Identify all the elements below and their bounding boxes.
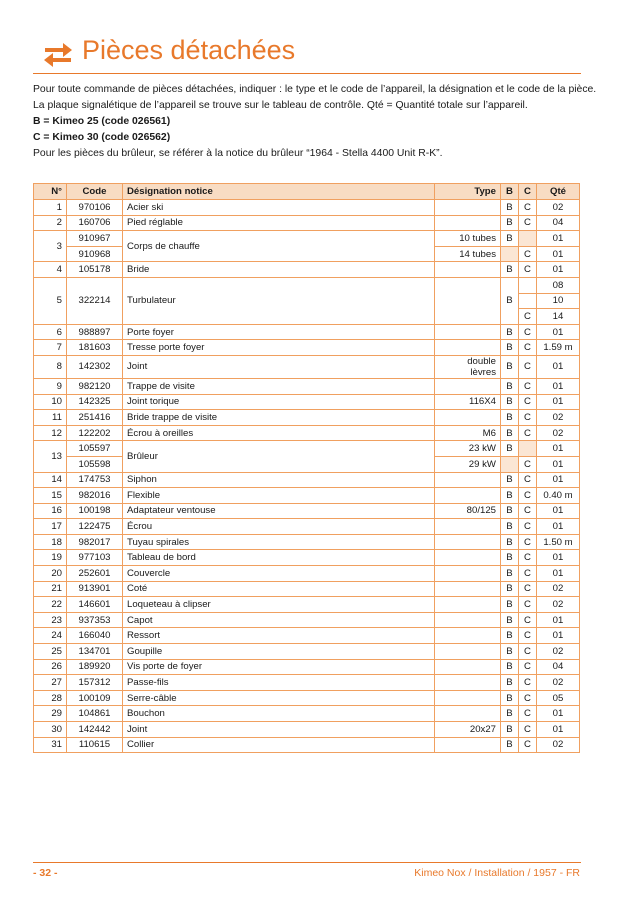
cell-c: C bbox=[519, 534, 537, 550]
table-header-row bbox=[34, 184, 580, 200]
table-row bbox=[34, 262, 580, 278]
cell-code: 146601 bbox=[67, 597, 123, 613]
cell-n: 8 bbox=[34, 355, 67, 378]
cell-b: B bbox=[501, 581, 519, 597]
cell-b: B bbox=[501, 355, 519, 378]
table-row bbox=[34, 597, 580, 613]
cell-code: 105597 bbox=[67, 441, 123, 457]
cell-code: 988897 bbox=[67, 324, 123, 340]
cell-code: 157312 bbox=[67, 675, 123, 691]
cell-type bbox=[435, 340, 501, 356]
cell-n: 30 bbox=[34, 722, 67, 738]
cell-designation: Bride trappe de visite bbox=[123, 410, 435, 426]
intro-text bbox=[33, 82, 597, 162]
cell-n: 20 bbox=[34, 566, 67, 582]
intro-line: Pour les pièces du brûleur, se référer à la notice du brûleur “1964 - Stella 4400 Unit R-K”. bbox=[33, 148, 443, 159]
cell-n: 10 bbox=[34, 394, 67, 410]
cell-n: 1 bbox=[34, 200, 67, 216]
page-title: Pièces détachées bbox=[82, 35, 296, 65]
cell-n: 22 bbox=[34, 597, 67, 613]
table-row bbox=[34, 355, 580, 378]
cell-c: C bbox=[519, 628, 537, 644]
parts-table bbox=[33, 183, 580, 753]
cell-designation: Tresse porte foyer bbox=[123, 340, 435, 356]
cell-type: 20x27 bbox=[435, 722, 501, 738]
cell-c: C bbox=[519, 675, 537, 691]
cell-c: C bbox=[519, 246, 537, 262]
col-header-c: C bbox=[519, 184, 537, 200]
cell-n: 17 bbox=[34, 519, 67, 535]
cell-b: B bbox=[501, 215, 519, 231]
cell-n: 23 bbox=[34, 612, 67, 628]
cell-designation: Acier ski bbox=[123, 200, 435, 216]
table-row bbox=[34, 534, 580, 550]
cell-n: 24 bbox=[34, 628, 67, 644]
cell-qty: 02 bbox=[537, 581, 580, 597]
cell-b: B bbox=[501, 340, 519, 356]
cell-c: C bbox=[519, 612, 537, 628]
cell-type: M6 bbox=[435, 425, 501, 441]
cell-type bbox=[435, 581, 501, 597]
cell-c: C bbox=[519, 309, 537, 325]
cell-designation: Tableau de bord bbox=[123, 550, 435, 566]
table-row bbox=[34, 550, 580, 566]
table-row bbox=[34, 722, 580, 738]
cell-b: B bbox=[501, 394, 519, 410]
cell-type bbox=[435, 324, 501, 340]
table-row bbox=[34, 340, 580, 356]
cell-qty: 01 bbox=[537, 441, 580, 457]
cell-b: B bbox=[501, 612, 519, 628]
page-header bbox=[33, 37, 581, 73]
cell-designation: Tuyau spirales bbox=[123, 534, 435, 550]
cell-code: 970106 bbox=[67, 200, 123, 216]
cell-c: C bbox=[519, 425, 537, 441]
cell-qty: 01 bbox=[537, 472, 580, 488]
cell-c: C bbox=[519, 394, 537, 410]
cell-n: 9 bbox=[34, 378, 67, 394]
cell-b: B bbox=[501, 441, 519, 457]
cell-code: 134701 bbox=[67, 644, 123, 660]
cell-type bbox=[435, 706, 501, 722]
cell-c: C bbox=[519, 659, 537, 675]
cell-b: B bbox=[501, 200, 519, 216]
cell-designation: Loqueteau à clipser bbox=[123, 597, 435, 613]
table-row bbox=[34, 566, 580, 582]
col-header-qty: Qté bbox=[537, 184, 580, 200]
cell-type bbox=[435, 597, 501, 613]
cell-qty: 01 bbox=[537, 355, 580, 378]
cell-n: 12 bbox=[34, 425, 67, 441]
col-header-designation: Désignation notice bbox=[123, 184, 435, 200]
cell-c bbox=[519, 293, 537, 309]
col-header-type: Type bbox=[435, 184, 501, 200]
cell-n: 4 bbox=[34, 262, 67, 278]
cell-qty: 02 bbox=[537, 675, 580, 691]
cell-c: C bbox=[519, 262, 537, 278]
cell-designation: Ressort bbox=[123, 628, 435, 644]
table-row bbox=[34, 200, 580, 216]
cell-c: C bbox=[519, 550, 537, 566]
table-row bbox=[34, 394, 580, 410]
cell-b: B bbox=[501, 597, 519, 613]
table-row bbox=[34, 410, 580, 426]
cell-c: C bbox=[519, 340, 537, 356]
cell-qty: 02 bbox=[537, 737, 580, 753]
cell-qty: 1.59 m bbox=[537, 340, 580, 356]
cell-type: 23 kW bbox=[435, 441, 501, 457]
cell-type bbox=[435, 378, 501, 394]
cell-n: 26 bbox=[34, 659, 67, 675]
cell-qty: 01 bbox=[537, 246, 580, 262]
cell-code: 104861 bbox=[67, 706, 123, 722]
cell-n: 18 bbox=[34, 534, 67, 550]
cell-code: 122475 bbox=[67, 519, 123, 535]
cell-n: 13 bbox=[34, 441, 67, 472]
cell-type bbox=[435, 262, 501, 278]
cell-c: C bbox=[519, 355, 537, 378]
cell-code: 913901 bbox=[67, 581, 123, 597]
cell-n: 14 bbox=[34, 472, 67, 488]
cell-designation: Joint torique bbox=[123, 394, 435, 410]
cell-designation: Goupille bbox=[123, 644, 435, 660]
cell-designation: Pied réglable bbox=[123, 215, 435, 231]
table-row bbox=[34, 378, 580, 394]
col-header-b: B bbox=[501, 184, 519, 200]
cell-code: 977103 bbox=[67, 550, 123, 566]
cell-n: 31 bbox=[34, 737, 67, 753]
cell-qty: 01 bbox=[537, 612, 580, 628]
cell-c: C bbox=[519, 215, 537, 231]
cell-type bbox=[435, 410, 501, 426]
cell-code: 174753 bbox=[67, 472, 123, 488]
cell-b: B bbox=[501, 566, 519, 582]
cell-designation: Collier bbox=[123, 737, 435, 753]
cell-qty: 01 bbox=[537, 503, 580, 519]
cell-code: 122202 bbox=[67, 425, 123, 441]
cell-qty: 02 bbox=[537, 410, 580, 426]
cell-c bbox=[519, 231, 537, 247]
cell-n: 15 bbox=[34, 488, 67, 504]
table-row bbox=[34, 581, 580, 597]
cell-type: 10 tubes bbox=[435, 231, 501, 247]
cell-qty: 01 bbox=[537, 394, 580, 410]
cell-c: C bbox=[519, 519, 537, 535]
cell-code: 189920 bbox=[67, 659, 123, 675]
cell-code: 160706 bbox=[67, 215, 123, 231]
cell-b: B bbox=[501, 706, 519, 722]
cell-b: B bbox=[501, 277, 519, 324]
cell-type bbox=[435, 566, 501, 582]
intro-line: La plaque signalétique de l’appareil se trouve sur le tableau de contrôle. Qté = Quantité totale sur l’appareil. bbox=[33, 100, 528, 111]
cell-c: C bbox=[519, 324, 537, 340]
cell-c bbox=[519, 441, 537, 457]
cell-b: B bbox=[501, 644, 519, 660]
table-row bbox=[34, 231, 580, 247]
cell-b bbox=[501, 246, 519, 262]
cell-designation: Serre-câble bbox=[123, 690, 435, 706]
cell-type bbox=[435, 472, 501, 488]
cell-c: C bbox=[519, 566, 537, 582]
cell-n: 6 bbox=[34, 324, 67, 340]
cell-c: C bbox=[519, 706, 537, 722]
cell-qty: 05 bbox=[537, 690, 580, 706]
cell-c bbox=[519, 277, 537, 293]
cell-c: C bbox=[519, 488, 537, 504]
cell-b: B bbox=[501, 262, 519, 278]
cell-qty: 02 bbox=[537, 425, 580, 441]
cell-code: 252601 bbox=[67, 566, 123, 582]
cell-qty: 04 bbox=[537, 659, 580, 675]
cell-qty: 01 bbox=[537, 231, 580, 247]
cell-qty: 01 bbox=[537, 456, 580, 472]
table-row bbox=[34, 441, 580, 457]
cell-code: 910968 bbox=[67, 246, 123, 262]
cell-code: 110615 bbox=[67, 737, 123, 753]
cell-type bbox=[435, 690, 501, 706]
cell-qty: 01 bbox=[537, 262, 580, 278]
cell-code: 181603 bbox=[67, 340, 123, 356]
cell-qty: 01 bbox=[537, 550, 580, 566]
cell-b: B bbox=[501, 519, 519, 535]
cell-c: C bbox=[519, 644, 537, 660]
cell-type bbox=[435, 488, 501, 504]
cell-code: 105178 bbox=[67, 262, 123, 278]
cell-qty: 10 bbox=[537, 293, 580, 309]
cell-b: B bbox=[501, 659, 519, 675]
cell-designation: Porte foyer bbox=[123, 324, 435, 340]
page-number: - 32 - bbox=[33, 867, 58, 879]
cell-code: 322214 bbox=[67, 277, 123, 324]
cell-type bbox=[435, 215, 501, 231]
cell-n: 25 bbox=[34, 644, 67, 660]
table-row bbox=[34, 659, 580, 675]
cell-qty: 01 bbox=[537, 324, 580, 340]
cell-code: 142442 bbox=[67, 722, 123, 738]
table-row bbox=[34, 628, 580, 644]
table-row bbox=[34, 503, 580, 519]
cell-b: B bbox=[501, 690, 519, 706]
cell-code: 937353 bbox=[67, 612, 123, 628]
cell-designation: Joint bbox=[123, 355, 435, 378]
cell-code: 100109 bbox=[67, 690, 123, 706]
cell-n: 29 bbox=[34, 706, 67, 722]
cell-type: 80/125 bbox=[435, 503, 501, 519]
cell-b: B bbox=[501, 550, 519, 566]
header-divider bbox=[33, 73, 581, 74]
cell-n: 19 bbox=[34, 550, 67, 566]
cell-type bbox=[435, 200, 501, 216]
model-c-line: C = Kimeo 30 (code 026562) bbox=[33, 132, 171, 143]
cell-qty: 02 bbox=[537, 597, 580, 613]
cell-b: B bbox=[501, 488, 519, 504]
cell-designation: Siphon bbox=[123, 472, 435, 488]
cell-designation: Coté bbox=[123, 581, 435, 597]
cell-code: 982016 bbox=[67, 488, 123, 504]
cell-type bbox=[435, 675, 501, 691]
cell-n: 7 bbox=[34, 340, 67, 356]
cell-b: B bbox=[501, 534, 519, 550]
cell-type bbox=[435, 737, 501, 753]
cell-b: B bbox=[501, 722, 519, 738]
cell-b: B bbox=[501, 737, 519, 753]
cell-code: 982120 bbox=[67, 378, 123, 394]
cell-designation: Couvercle bbox=[123, 566, 435, 582]
cell-type bbox=[435, 519, 501, 535]
table-row bbox=[34, 519, 580, 535]
cell-designation: Passe-fils bbox=[123, 675, 435, 691]
table-row bbox=[34, 488, 580, 504]
cell-code: 142302 bbox=[67, 355, 123, 378]
col-header-code: Code bbox=[67, 184, 123, 200]
cell-c: C bbox=[519, 200, 537, 216]
cell-c: C bbox=[519, 472, 537, 488]
cell-qty: 1.50 m bbox=[537, 534, 580, 550]
cell-designation: Vis porte de foyer bbox=[123, 659, 435, 675]
cell-designation: Flexible bbox=[123, 488, 435, 504]
cell-type bbox=[435, 612, 501, 628]
cell-c: C bbox=[519, 456, 537, 472]
cell-qty: 01 bbox=[537, 566, 580, 582]
cell-type: 14 tubes bbox=[435, 246, 501, 262]
cell-code: 166040 bbox=[67, 628, 123, 644]
table-row bbox=[34, 425, 580, 441]
table-row bbox=[34, 324, 580, 340]
document-reference: Kimeo Nox / Installation / 1957 - FR bbox=[414, 867, 580, 879]
table-row bbox=[34, 706, 580, 722]
cell-type bbox=[435, 277, 501, 324]
cell-qty: 01 bbox=[537, 706, 580, 722]
cell-type bbox=[435, 659, 501, 675]
cell-n: 11 bbox=[34, 410, 67, 426]
cell-type: 116X4 bbox=[435, 394, 501, 410]
cell-n: 21 bbox=[34, 581, 67, 597]
cell-designation: Brûleur bbox=[123, 441, 435, 472]
cell-n: 5 bbox=[34, 277, 67, 324]
cell-b: B bbox=[501, 628, 519, 644]
cell-b: B bbox=[501, 378, 519, 394]
cell-c: C bbox=[519, 722, 537, 738]
cell-qty: 04 bbox=[537, 215, 580, 231]
cell-c: C bbox=[519, 503, 537, 519]
cell-b: B bbox=[501, 503, 519, 519]
cell-b: B bbox=[501, 324, 519, 340]
cell-type: 29 kW bbox=[435, 456, 501, 472]
col-header-n: N° bbox=[34, 184, 67, 200]
cell-qty: 02 bbox=[537, 644, 580, 660]
cell-type: double lèvres bbox=[435, 355, 501, 378]
cell-code: 105598 bbox=[67, 456, 123, 472]
cell-type bbox=[435, 644, 501, 660]
cell-designation: Adaptateur ventouse bbox=[123, 503, 435, 519]
cell-qty: 01 bbox=[537, 519, 580, 535]
table-row bbox=[34, 737, 580, 753]
cell-designation: Écrou bbox=[123, 519, 435, 535]
cell-qty: 0.40 m bbox=[537, 488, 580, 504]
cell-qty: 14 bbox=[537, 309, 580, 325]
cell-b: B bbox=[501, 472, 519, 488]
cell-code: 142325 bbox=[67, 394, 123, 410]
cell-designation: Bride bbox=[123, 262, 435, 278]
table-row bbox=[34, 690, 580, 706]
cell-c: C bbox=[519, 378, 537, 394]
cell-b: B bbox=[501, 675, 519, 691]
cell-n: 2 bbox=[34, 215, 67, 231]
cell-n: 3 bbox=[34, 231, 67, 262]
cell-n: 27 bbox=[34, 675, 67, 691]
table-row bbox=[34, 675, 580, 691]
cell-designation: Corps de chauffe bbox=[123, 231, 435, 262]
cell-c: C bbox=[519, 597, 537, 613]
cell-qty: 02 bbox=[537, 200, 580, 216]
cell-n: 16 bbox=[34, 503, 67, 519]
cell-code: 100198 bbox=[67, 503, 123, 519]
cell-designation: Bouchon bbox=[123, 706, 435, 722]
parts-table-body bbox=[34, 200, 580, 753]
table-row bbox=[34, 215, 580, 231]
footer-divider bbox=[33, 862, 581, 863]
cell-c: C bbox=[519, 690, 537, 706]
cell-b: B bbox=[501, 231, 519, 247]
cell-b: B bbox=[501, 410, 519, 426]
intro-line: Pour toute commande de pièces détachées, indiquer : le type et le code de l’appareil, la désignation et le code de la pièce. bbox=[33, 84, 597, 95]
cell-code: 982017 bbox=[67, 534, 123, 550]
cell-code: 910967 bbox=[67, 231, 123, 247]
cell-qty: 01 bbox=[537, 722, 580, 738]
cell-n: 28 bbox=[34, 690, 67, 706]
cell-designation: Capot bbox=[123, 612, 435, 628]
cell-qty: 08 bbox=[537, 277, 580, 293]
cell-designation: Joint bbox=[123, 722, 435, 738]
table-row bbox=[34, 644, 580, 660]
cell-c: C bbox=[519, 581, 537, 597]
cell-designation: Trappe de visite bbox=[123, 378, 435, 394]
cell-type bbox=[435, 550, 501, 566]
cell-qty: 01 bbox=[537, 628, 580, 644]
cell-designation: Turbulateur bbox=[123, 277, 435, 324]
table-row bbox=[34, 472, 580, 488]
model-b-line: B = Kimeo 25 (code 026561) bbox=[33, 116, 171, 127]
cell-c: C bbox=[519, 737, 537, 753]
table-row bbox=[34, 277, 580, 293]
table-row bbox=[34, 612, 580, 628]
cell-c: C bbox=[519, 410, 537, 426]
cell-code: 251416 bbox=[67, 410, 123, 426]
cell-b: B bbox=[501, 425, 519, 441]
cell-b bbox=[501, 456, 519, 472]
cell-designation: Écrou à oreilles bbox=[123, 425, 435, 441]
cell-qty: 01 bbox=[537, 378, 580, 394]
swap-arrows-icon bbox=[43, 41, 73, 69]
cell-type bbox=[435, 628, 501, 644]
cell-type bbox=[435, 534, 501, 550]
